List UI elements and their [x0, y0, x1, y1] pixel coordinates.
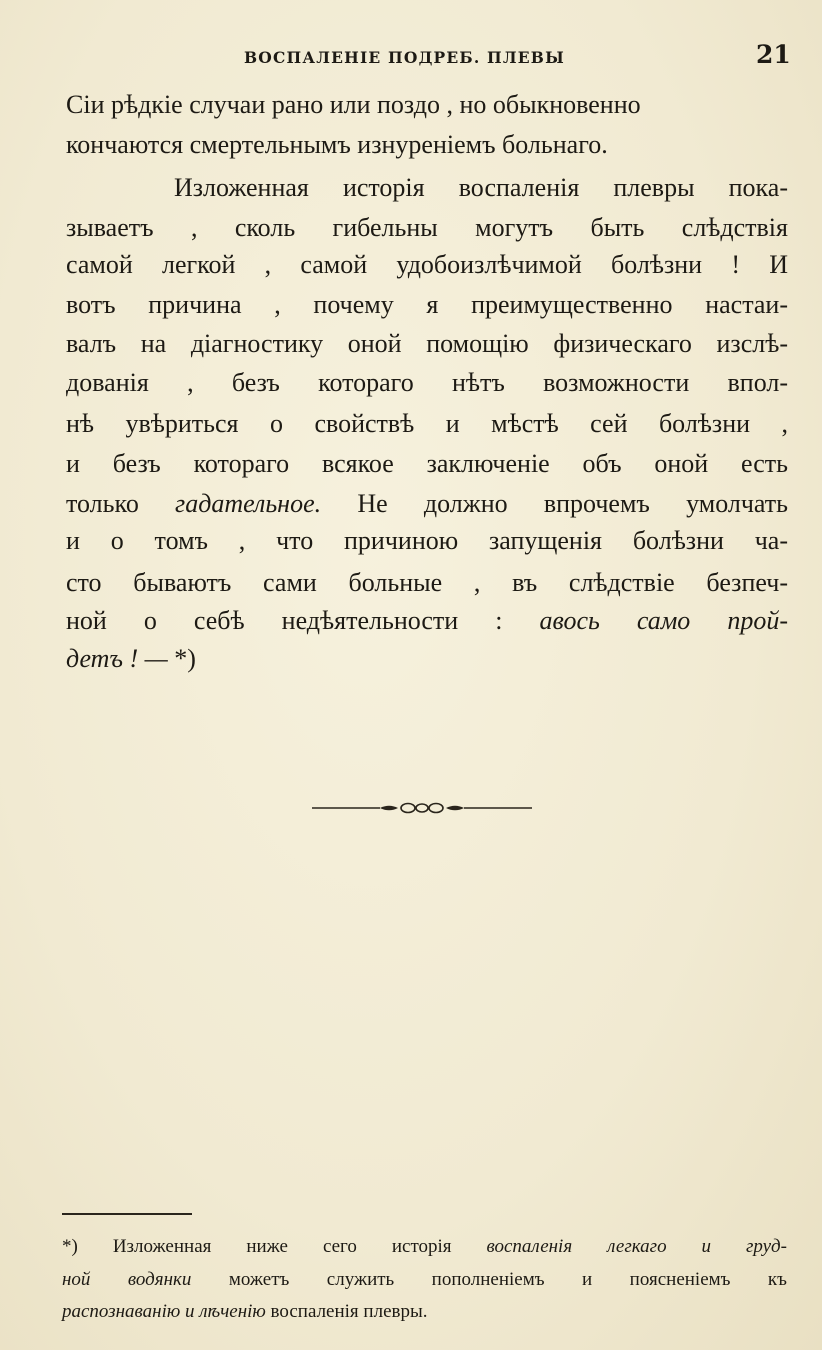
text-run: Не должно впрочемъ умолчать: [321, 489, 788, 518]
text-line: дованiя , безъ котораго нѣтъ возможности впол-: [66, 368, 788, 397]
text-line: вотъ причина , почему я преимущественно настаи-: [66, 290, 788, 319]
text-line: нѣ увѣриться о свойствѣ и мѣстѣ сей болѣзни ,: [66, 409, 788, 438]
footnote-marker: *): [174, 644, 196, 673]
ornament-divider: [312, 798, 532, 818]
paragraph-first-line: Изложенная исторiя воспаленiя плевры пока-: [174, 173, 788, 202]
italic-text: детъ ! —: [66, 644, 175, 673]
italic-text: распознаванiю и лѣченiю: [62, 1301, 266, 1322]
text-line: и безъ котораго всякое заключенiе объ оной есть: [66, 449, 788, 478]
text-line: сто бываютъ сами больные , въ слѣдствiе безпеч-: [66, 568, 788, 597]
text-line: [66, 602, 788, 640]
footnote-rule: [62, 1213, 192, 1215]
footnote-line: [62, 1232, 787, 1262]
text-line: [66, 485, 788, 523]
text-line: самой легкой , самой удобоизлѣчимой болѣзни ! И: [66, 250, 788, 279]
page-header: [0, 40, 822, 76]
italic-text: ной водянки: [62, 1269, 192, 1290]
text-line: [66, 640, 788, 678]
italic-text: авось само прой-: [539, 606, 789, 635]
text-line: Сiи рѣдкiе случаи рано или поздо , но обыкновенно: [66, 90, 641, 119]
text-line: и о томъ , что причиною запущенiя болѣзни ча-: [66, 526, 788, 555]
text-run: только: [66, 489, 176, 518]
footnote-marker: *): [62, 1236, 113, 1257]
text-run: воспаленiя плевры.: [265, 1301, 428, 1322]
text-run: ной о себѣ недѣятельности :: [66, 606, 540, 635]
footnote-line: [62, 1265, 787, 1295]
text-run: можетъ служить пополненiемъ и поясненiемъ къ: [191, 1269, 787, 1290]
page-number: 21: [756, 40, 791, 69]
text-line: зываетъ , сколь гибельны могутъ быть слѣдствiя: [66, 213, 788, 242]
italic-text: воспаленiя легкаго и груд-: [486, 1236, 787, 1257]
text-run: Изложенная ниже сего исторiя: [112, 1236, 487, 1257]
italic-text: гадательное.: [175, 489, 322, 518]
text-line: кончаются смертельнымъ изнуренiемъ больнаго.: [66, 130, 608, 159]
text-line: валъ на дiагностику оной помощiю физическаго изслѣ-: [66, 329, 788, 358]
running-head: ВОСПАЛЕНIЕ ПОДРЕБ. ПЛЕВЫ: [244, 48, 565, 67]
footnote-line: [62, 1297, 787, 1327]
